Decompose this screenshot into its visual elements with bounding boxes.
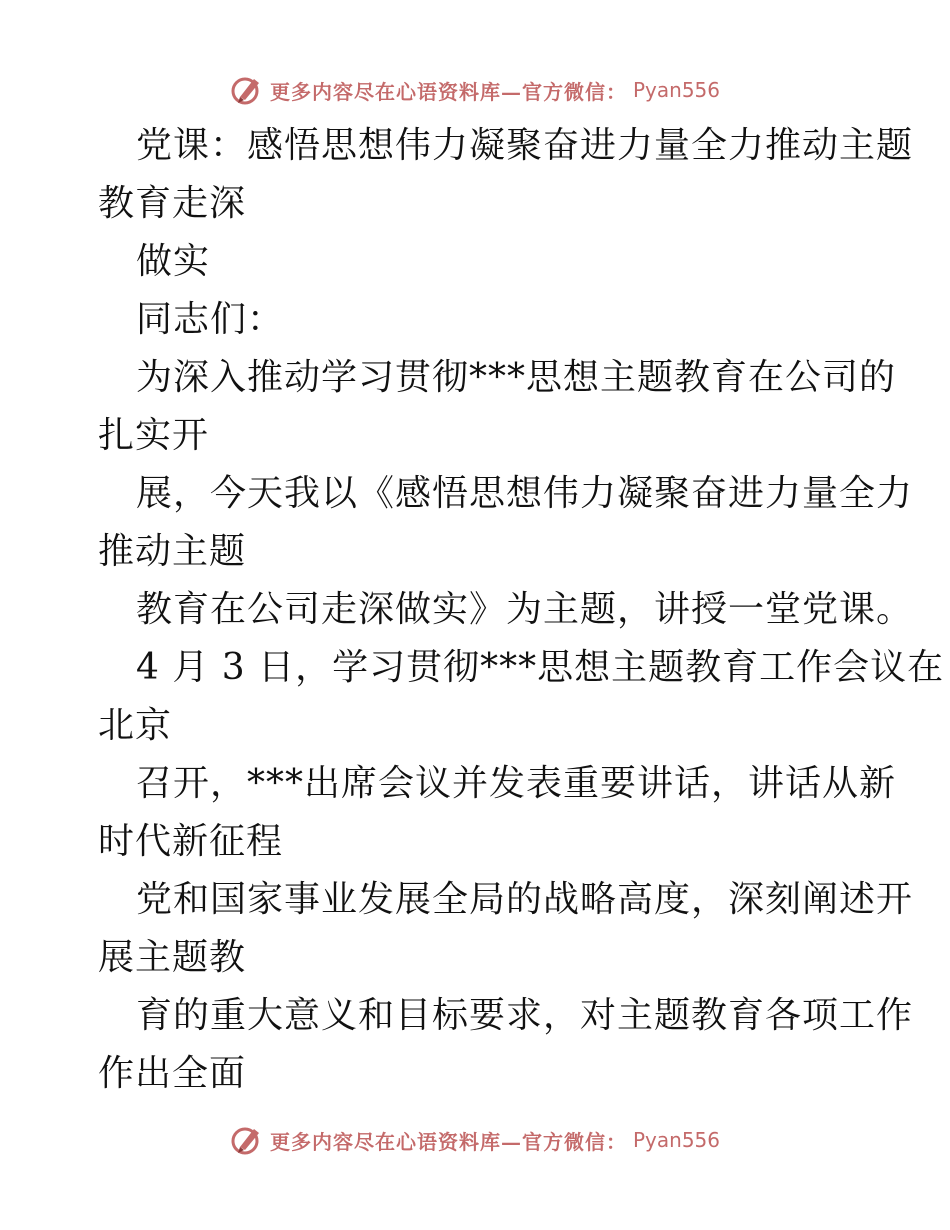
salutation-line: 同志们： — [136, 299, 285, 340]
paragraph-line: 北京 — [98, 705, 173, 746]
title-line-2: 教育走深 — [98, 183, 247, 224]
header-banner — [0, 70, 950, 110]
banner-text: 更多内容尽在心语资料库—官方微信： — [269, 1129, 627, 1154]
paragraph-line: 扎实开 — [98, 415, 210, 456]
title-line-1: 党课：感悟思想伟力凝聚奋进力量全力推动主题 — [136, 125, 914, 166]
paragraph-line: 作出全面 — [98, 1053, 247, 1094]
paragraph-line: 推动主题 — [98, 531, 247, 572]
paragraph-line: 教育在公司走深做实》为主题，讲授一堂党课。 — [136, 589, 914, 630]
paragraph-line: 党和国家事业发展全局的战略高度，深刻阐述开 — [136, 879, 914, 920]
footer-banner — [0, 1120, 950, 1160]
paragraph-line: 育的重大意义和目标要求，对主题教育各项工作 — [136, 995, 914, 1036]
paragraph-line: 展，今天我以《感悟思想伟力凝聚奋进力量全力 — [136, 473, 914, 514]
pen-seal-logo-icon — [230, 1123, 264, 1157]
banner-text: 更多内容尽在心语资料库—官方微信： — [269, 79, 627, 104]
paragraph-line: 4 月 3 日，学习贯彻***思想主题教育工作会议在 — [136, 647, 945, 688]
paragraph-line: 展主题教 — [98, 937, 247, 978]
paragraph-line: 做实 — [136, 241, 211, 282]
banner-contact: Pyan556 — [632, 1128, 720, 1152]
paragraph-line: 为深入推动学习贯彻***思想主题教育在公司的 — [136, 357, 897, 398]
pen-seal-logo-icon — [230, 73, 264, 107]
banner-contact: Pyan556 — [632, 78, 720, 102]
paragraph-line: 召开，***出席会议并发表重要讲话，讲话从新 — [136, 763, 897, 804]
paragraph-line: 时代新征程 — [98, 821, 284, 862]
